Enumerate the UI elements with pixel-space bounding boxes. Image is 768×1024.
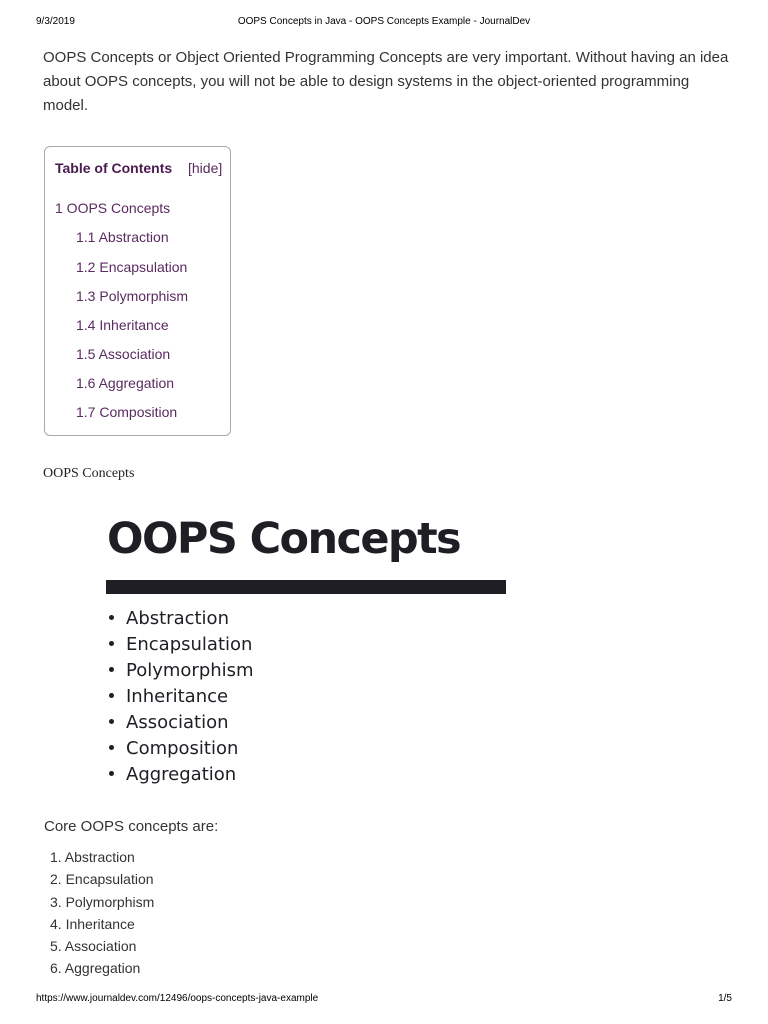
print-date: 9/3/2019 xyxy=(36,16,75,27)
toc-item-oops-concepts[interactable]: 1 OOPS Concepts xyxy=(55,200,171,216)
toc-item-composition[interactable]: 1.7 Composition xyxy=(76,404,178,420)
list-item: 1. Abstraction xyxy=(50,849,135,865)
figure-item xyxy=(109,660,254,681)
toc-title: Table of Contents xyxy=(55,160,173,176)
table-of-contents xyxy=(44,146,231,436)
list-item: 4. Inheritance xyxy=(50,916,135,932)
figure-item-label: Aggregation xyxy=(126,764,237,785)
page-number: 1/5 xyxy=(718,993,732,1004)
list-item: 3. Polymorphism xyxy=(50,894,155,910)
list-item: 2. Encapsulation xyxy=(50,871,154,887)
core-concepts-label: Core OOPS concepts are: xyxy=(44,818,219,835)
image-caption: OOPS Concepts xyxy=(43,466,135,481)
print-title: OOPS Concepts in Java - OOPS Concepts Example - JournalDev xyxy=(237,16,531,27)
figure-item-label: Association xyxy=(126,712,229,733)
toc-item-polymorphism[interactable]: 1.3 Polymorphism xyxy=(76,288,189,304)
list-item: 6. Aggregation xyxy=(50,960,141,976)
figure-item xyxy=(109,712,229,733)
figure-item xyxy=(109,686,228,707)
figure-item-label: Polymorphism xyxy=(126,660,254,681)
figure-item xyxy=(109,764,236,785)
figure-item xyxy=(109,738,238,759)
bullet-icon xyxy=(109,719,114,724)
toc-item-aggregation[interactable]: 1.6 Aggregation xyxy=(76,375,175,391)
toc-item-encapsulation[interactable]: 1.2 Encapsulation xyxy=(76,259,188,275)
figure-item-label: Abstraction xyxy=(126,608,229,629)
figure-item-label: Inheritance xyxy=(126,686,229,707)
toc-item-inheritance[interactable]: 1.4 Inheritance xyxy=(76,317,169,333)
list-item: 5. Association xyxy=(50,938,137,954)
toc-item-association[interactable]: 1.5 Association xyxy=(76,346,171,362)
bullet-icon xyxy=(109,667,114,672)
bullet-icon xyxy=(109,745,114,750)
figure-item-label: Encapsulation xyxy=(126,634,253,655)
intro-paragraph: OOPS Concepts or Object Oriented Programming Concepts are very important. Without having an idea about OOPS concepts, you will not be able to design systems in the object-oriented programming model. xyxy=(43,49,729,114)
toc-hide-link[interactable]: [hide] xyxy=(188,160,223,176)
toc-item-abstraction[interactable]: 1.1 Abstraction xyxy=(76,229,169,245)
bullet-icon xyxy=(109,641,114,646)
figure-item-label: Composition xyxy=(126,738,239,759)
figure-divider-bar xyxy=(106,580,506,594)
figure-item xyxy=(109,608,229,629)
bullet-icon xyxy=(109,693,114,698)
oops-concepts-figure xyxy=(105,514,507,794)
figure-heading: OOPS Concepts xyxy=(107,514,461,564)
bullet-icon xyxy=(109,615,114,620)
print-url: https://www.journaldev.com/12496/oops-concepts-java-example xyxy=(36,993,319,1004)
bullet-icon xyxy=(109,771,114,776)
figure-item xyxy=(109,634,252,655)
